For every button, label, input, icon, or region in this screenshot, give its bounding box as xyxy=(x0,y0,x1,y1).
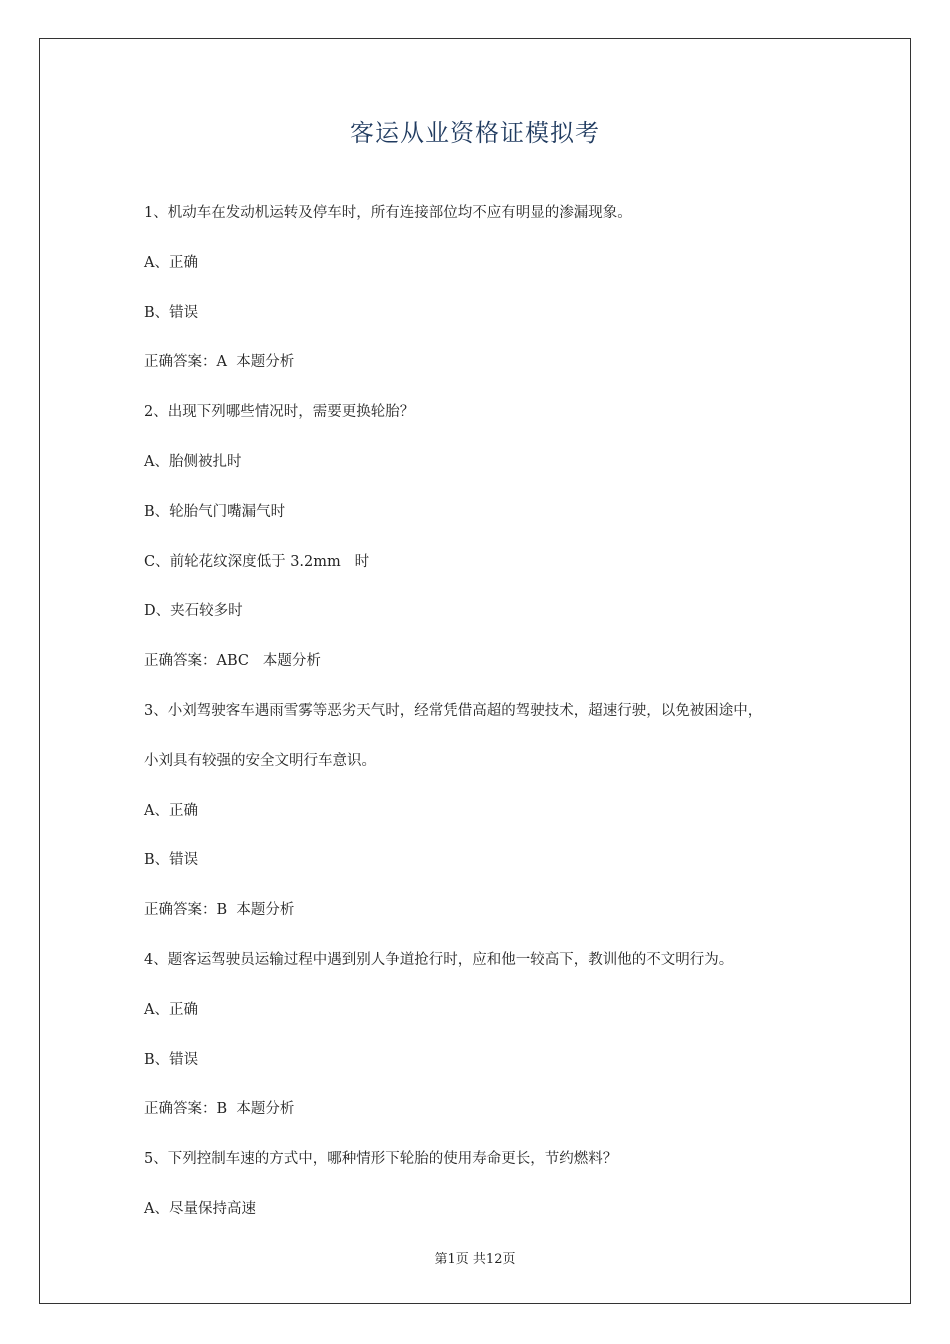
question-3-text-continued: 小刘具有较强的安全文明行车意识。 xyxy=(144,752,376,769)
question-2-option-b: B、轮胎气门嘴漏气时 xyxy=(144,503,286,520)
question-2-answer: 正确答案：ABC 本题分析 xyxy=(144,653,321,670)
question-4-answer: 正确答案：B 本题分析 xyxy=(144,1101,295,1118)
question-1-option-a: A、正确 xyxy=(144,254,198,271)
question-4-option-a: A、正确 xyxy=(144,1001,198,1018)
question-2-option-c: C、前轮花纹深度低于 3.2mm 时 xyxy=(144,553,370,570)
question-2-option-a: A、胎侧被扎时 xyxy=(144,453,242,470)
page-number-footer: 第1页 共12页 xyxy=(434,1252,516,1267)
question-1-answer: 正确答案：A 本题分析 xyxy=(144,354,295,371)
question-2-option-d: D、夹石较多时 xyxy=(144,603,243,620)
question-5-option-a: A、尽量保持高速 xyxy=(144,1200,256,1217)
question-1-option-b: B、错误 xyxy=(144,304,199,321)
question-3-option-b: B、错误 xyxy=(144,852,199,869)
question-5-text: 5、下列控制车速的方式中，哪种情形下轮胎的使用寿命更长，节约燃料？ xyxy=(144,1151,618,1168)
question-1-text: 1、机动车在发动机运转及停车时，所有连接部位均不应有明显的渗漏现象。 xyxy=(144,205,632,221)
question-2-text: 2、出现下列哪些情况时，需要更换轮胎？ xyxy=(144,404,415,421)
question-4-option-b: B、错误 xyxy=(144,1051,199,1068)
question-3-option-a: A、正确 xyxy=(144,802,198,819)
question-3-answer: 正确答案：B 本题分析 xyxy=(144,902,295,919)
question-4-text: 4、题客运驾驶员运输过程中遇到别人争道抢行时，应和他一较高下，教训他的不文明行为。 xyxy=(144,951,734,968)
question-3-text: 3、小刘驾驶客车遇雨雪雾等恶劣天气时，经常凭借高超的驾驶技术，超速行驶，以免被困途中， xyxy=(144,702,763,719)
question-list xyxy=(144,196,824,1242)
document-title: 客运从业资格证模拟考 xyxy=(350,119,600,147)
